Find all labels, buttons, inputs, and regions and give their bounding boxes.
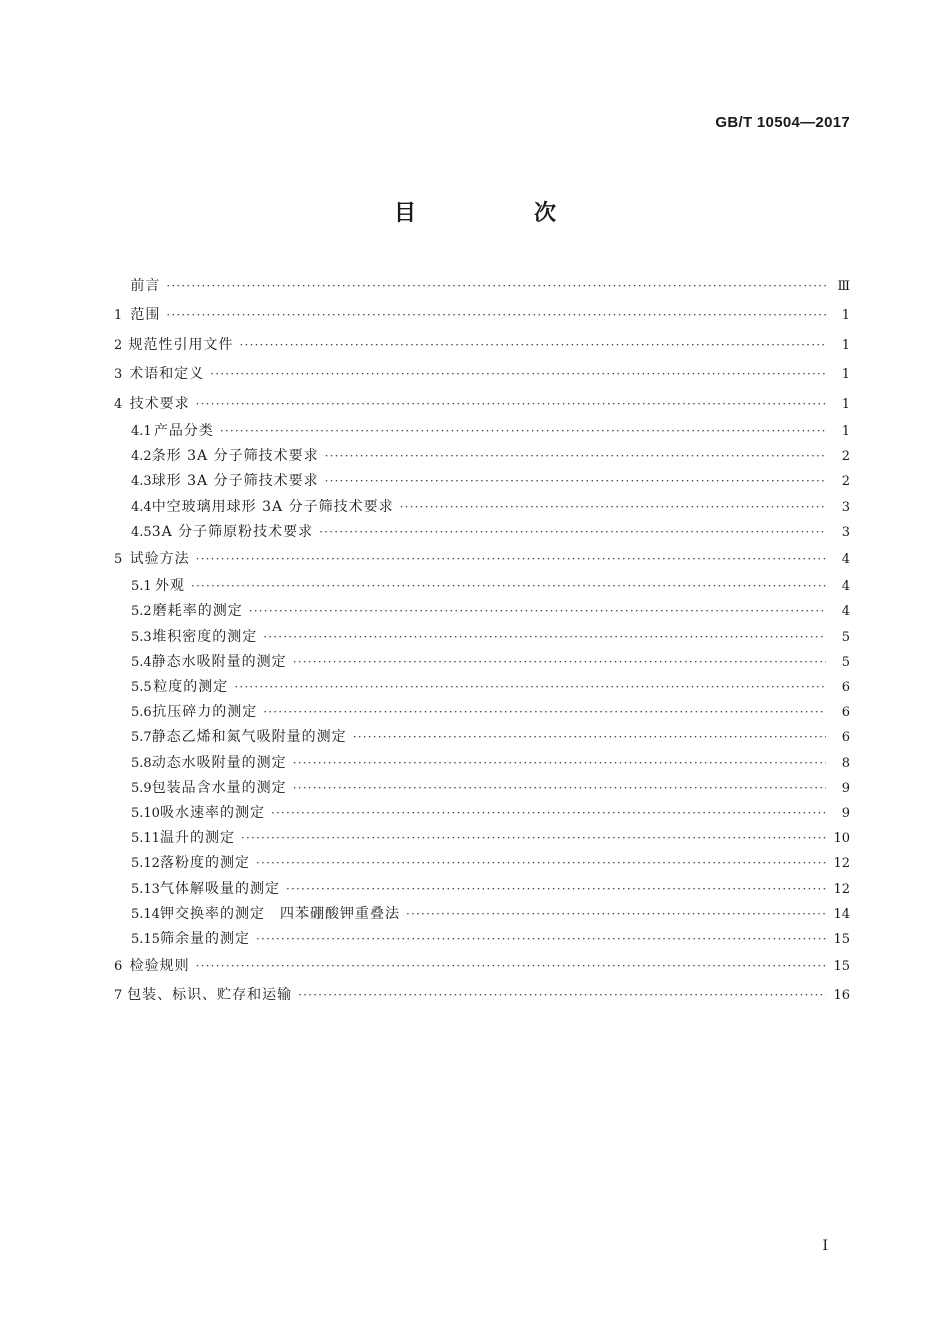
toc-entry-label: 范围	[130, 307, 161, 324]
toc-entry-number: 5.15	[131, 931, 160, 947]
toc-entry-label: 包装、标识、贮存和运输	[127, 987, 293, 1004]
toc-entry[interactable]	[114, 495, 850, 520]
toc-entry-label: 前言	[130, 278, 161, 294]
toc-entry-number: 4	[114, 396, 123, 412]
toc-entry[interactable]	[114, 390, 850, 419]
toc-entry-number: 5.4	[131, 654, 152, 670]
toc-entry-number: 4.1	[131, 423, 152, 439]
toc-entry-page: 2	[841, 474, 850, 490]
toc-entry[interactable]	[114, 545, 850, 574]
toc-entry-page: 1	[841, 367, 850, 383]
toc-entry-number: 3	[114, 367, 123, 383]
toc-entry-number: 5.3	[131, 629, 152, 645]
toc-entry-page: 6	[841, 730, 850, 746]
toc-entry-label: 条形 3A 分子筛技术要求	[151, 448, 319, 465]
toc-entry-label: 落粉度的测定	[159, 855, 250, 872]
toc-entry-label: 包装品含水量的测定	[151, 779, 287, 796]
toc-entry-number: 4.2	[131, 449, 152, 465]
toc-entry[interactable]	[114, 419, 850, 444]
page-title: 目 次	[393, 201, 604, 226]
toc-dot-leader	[166, 301, 826, 330]
toc-entry-page: 5	[841, 629, 850, 645]
toc-entry[interactable]	[114, 444, 850, 469]
toc-entry-number: 5.6	[131, 705, 152, 721]
toc-entry-label: 规范性引用文件	[128, 336, 234, 353]
toc-dot-leader	[286, 877, 826, 902]
toc-entry-number: 5.1	[131, 579, 152, 595]
toc-dot-leader	[263, 625, 826, 650]
toc-entry-number: 6	[114, 959, 123, 975]
toc-entry-number: 7	[114, 988, 123, 1004]
toc-entry-page: 5	[841, 654, 850, 670]
toc-dot-leader	[319, 520, 826, 545]
toc-entry-number: 5.12	[131, 856, 160, 872]
toc-dot-leader	[166, 272, 826, 301]
toc-entry-label: 3A 分子筛原粉技术要求	[151, 523, 314, 540]
toc-entry-page: 1	[841, 396, 850, 412]
toc-entry-label: 外观	[154, 578, 185, 595]
toc-entry-number: 5.14	[131, 906, 160, 922]
toc-entry-page: 16	[833, 988, 850, 1004]
toc-dot-leader	[249, 599, 826, 624]
toc-dot-leader	[256, 851, 826, 876]
toc-dot-leader	[400, 495, 826, 520]
toc-entry-page: 3	[841, 499, 850, 515]
toc-entry-label: 静态乙烯和氮气吸附量的测定	[151, 729, 347, 746]
toc-entry-number: 5.11	[131, 831, 160, 847]
toc-dot-leader	[293, 751, 826, 776]
toc-dot-leader	[293, 776, 826, 801]
toc-dot-leader	[220, 419, 826, 444]
toc-entry-number: 5.8	[131, 755, 152, 771]
toc-entry-page: 1	[841, 423, 850, 439]
toc-entry-number: 5	[114, 551, 123, 567]
toc-entry-label: 筛余量的测定	[159, 930, 250, 947]
toc-entry-number: 5.10	[131, 805, 160, 821]
toc-entry-page: 8	[841, 755, 850, 771]
standard-code: GB/T 10504—2017	[715, 114, 850, 131]
toc-entry[interactable]	[114, 877, 850, 902]
toc-entry-label: 钾交换率的测定 四苯硼酸钾重叠法	[159, 905, 400, 922]
toc-entry[interactable]	[114, 599, 850, 624]
toc-entry-label: 温升的测定	[159, 830, 235, 847]
toc-entry[interactable]	[114, 331, 850, 360]
toc-dot-leader	[196, 545, 826, 574]
toc-entry-number: 5.9	[131, 780, 152, 796]
toc-entry-page: 4	[841, 551, 850, 567]
toc-entry-page: 2	[841, 449, 850, 465]
toc-dot-leader	[325, 444, 826, 469]
toc-entry-number: 2	[114, 337, 123, 353]
toc-entry-label: 技术要求	[129, 395, 190, 412]
toc-entry-number: 5.13	[131, 881, 160, 897]
toc-entry-label: 术语和定义	[129, 366, 205, 383]
toc-entry-label: 动态水吸附量的测定	[151, 754, 287, 771]
toc-entry-label: 吸水速率的测定	[159, 804, 265, 821]
toc-entry[interactable]	[114, 675, 850, 700]
toc-entry-number: 1	[114, 308, 123, 324]
toc-dot-leader	[353, 725, 826, 750]
toc-entry-number: 5.7	[131, 730, 152, 746]
toc-entry-page: 4	[841, 604, 850, 620]
toc-entry-label: 粒度的测定	[153, 679, 229, 696]
toc-entry-page: 14	[833, 906, 850, 922]
toc-entry[interactable]	[114, 625, 850, 650]
toc-dot-leader	[196, 390, 826, 419]
toc-entry-number: 4.3	[131, 474, 152, 490]
toc-entry-page: 6	[841, 705, 850, 721]
toc-entry-number: 5.5	[131, 680, 152, 696]
toc-entry[interactable]	[114, 751, 850, 776]
toc-entry-label: 中空玻璃用球形 3A 分子筛技术要求	[151, 498, 394, 515]
toc-entry-page: Ⅲ	[837, 279, 850, 294]
toc-dot-leader	[325, 469, 826, 494]
toc-entry-page: 3	[841, 524, 850, 540]
toc-entry[interactable]	[114, 801, 850, 826]
page-number: I	[822, 1238, 828, 1254]
toc-entry-page: 15	[833, 959, 850, 975]
toc-entry[interactable]	[114, 952, 850, 981]
toc-entry-label: 磨耗率的测定	[152, 603, 243, 620]
toc-entry-label: 堆积密度的测定	[152, 628, 258, 645]
toc-entry[interactable]	[114, 469, 850, 494]
toc-entry-label: 抗压碎力的测定	[152, 704, 258, 721]
toc-dot-leader	[293, 650, 826, 675]
toc-dot-leader	[406, 902, 826, 927]
toc-entry-label: 气体解吸量的测定	[159, 880, 280, 897]
toc-entry-number: 4.4	[131, 499, 152, 515]
toc-dot-leader	[234, 675, 826, 700]
toc-dot-leader	[263, 700, 826, 725]
toc-entry-page: 6	[841, 680, 850, 696]
toc-entry-number: 4.5	[131, 524, 152, 540]
table-of-contents	[114, 272, 850, 1011]
toc-entry[interactable]	[114, 981, 850, 1010]
toc-entry-page: 1	[841, 308, 850, 324]
toc-dot-leader	[241, 826, 826, 851]
toc-entry-page: 10	[833, 831, 850, 847]
toc-entry-page: 9	[841, 805, 850, 821]
toc-entry-label: 球形 3A 分子筛技术要求	[151, 473, 319, 490]
toc-entry[interactable]	[114, 650, 850, 675]
toc-dot-leader	[256, 927, 826, 952]
toc-entry-label: 产品分类	[153, 422, 214, 439]
toc-dot-leader	[298, 981, 826, 1010]
toc-dot-leader	[271, 801, 826, 826]
toc-dot-leader	[240, 331, 826, 360]
toc-entry-label: 静态水吸附量的测定	[151, 653, 287, 670]
toc-entry[interactable]	[114, 927, 850, 952]
toc-entry[interactable]	[114, 272, 850, 301]
toc-entry[interactable]	[114, 826, 850, 851]
toc-entry-page: 15	[833, 931, 850, 947]
toc-entry[interactable]	[114, 851, 850, 876]
toc-entry-label: 试验方法	[129, 550, 190, 567]
toc-dot-leader	[210, 360, 826, 389]
toc-entry[interactable]	[114, 725, 850, 750]
toc-dot-leader	[191, 574, 826, 599]
toc-entry-page: 1	[841, 337, 850, 353]
toc-entry-page: 12	[833, 856, 850, 872]
toc-entry[interactable]	[114, 301, 850, 330]
toc-entry[interactable]	[114, 574, 850, 599]
toc-entry-page: 12	[833, 881, 850, 897]
toc-entry-page: 9	[841, 780, 850, 796]
toc-entry[interactable]	[114, 776, 850, 801]
toc-entry-number: 5.2	[131, 604, 152, 620]
toc-entry[interactable]	[114, 700, 850, 725]
toc-entry-page: 4	[841, 579, 850, 595]
toc-entry-label: 检验规则	[129, 958, 190, 975]
toc-entry[interactable]	[114, 360, 850, 389]
toc-entry[interactable]	[114, 902, 850, 927]
toc-entry[interactable]	[114, 520, 850, 545]
toc-dot-leader	[196, 952, 826, 981]
